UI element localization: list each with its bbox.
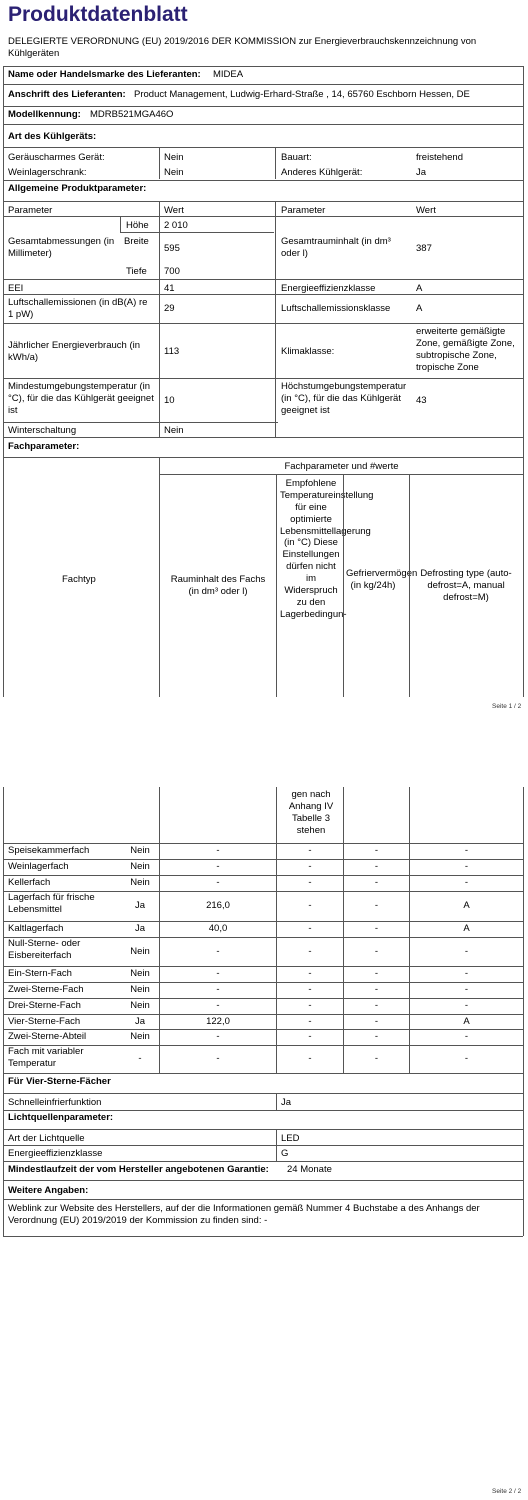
divider bbox=[3, 124, 523, 125]
min-temp-label: Mindestumgebungstemperatur (in °C), für die das Kühlgerät geeignet ist bbox=[8, 381, 154, 416]
compartment-freeze: - bbox=[374, 845, 379, 856]
compartment-freeze: - bbox=[374, 1053, 379, 1064]
col-volume: Rauminhalt des Fachs (in dm³ oder l) bbox=[170, 574, 266, 597]
eei-value: 41 bbox=[164, 283, 175, 294]
compartment-present: Nein bbox=[130, 968, 150, 979]
supplier-name-value: MIDEA bbox=[213, 69, 244, 80]
dims-label: Gesamtabmessungen (in Millimeter) bbox=[8, 236, 115, 259]
compartment-name: Fach mit variabler Temperatur bbox=[8, 1046, 84, 1069]
compartment-present: Ja bbox=[134, 900, 146, 911]
winter-label: Winterschaltung bbox=[8, 425, 77, 436]
compartment-freeze: - bbox=[374, 861, 379, 872]
energy-label: Jährlicher Energieverbrauch (in kWh/a) bbox=[8, 340, 141, 363]
supplier-address-value: Product Management, Ludwig-Erhard-Straße , 14, 65760 Eschborn Hessen, DE bbox=[134, 89, 470, 100]
compartment-freeze: - bbox=[374, 900, 379, 911]
compartment-defrost: - bbox=[464, 845, 469, 856]
compartment-defrost: - bbox=[464, 1000, 469, 1011]
col-value: Wert bbox=[164, 205, 184, 216]
compartment-defrost: - bbox=[464, 1031, 469, 1042]
compartment-freeze: - bbox=[374, 984, 379, 995]
noise-value: 29 bbox=[164, 303, 175, 314]
compartment-temp: - bbox=[308, 861, 312, 872]
noise-class-value: A bbox=[416, 303, 423, 314]
page-number: Seite 1 / 2 bbox=[492, 703, 522, 710]
more-text: Weblink zur Website des Herstellers, auf der die Informationen gemäß Nummer 4 Buchstabe a des Anhangs der Verordnung (EU) 2019/2019 der Kommission zu finden sind: - bbox=[8, 1203, 480, 1226]
compartment-present: Nein bbox=[130, 946, 150, 957]
compartment-present: Nein bbox=[130, 984, 150, 995]
divider bbox=[3, 66, 523, 67]
climate-value: erweiterte gemäßigte Zone, gemäßigte Zone, subtropische Zone, tropische Zone bbox=[416, 326, 515, 373]
eei-label: EEI bbox=[8, 283, 24, 294]
divider bbox=[3, 201, 523, 202]
appliance-label: Geräuscharmes Gerät: bbox=[8, 152, 105, 163]
compartment-defrost: A bbox=[463, 923, 470, 934]
more-heading: Weitere Angaben: bbox=[8, 1185, 89, 1196]
divider bbox=[3, 180, 523, 181]
compartment-present: Nein bbox=[130, 877, 150, 888]
compartments-heading: Fachparameter: bbox=[8, 441, 80, 452]
appliance-value: Nein bbox=[164, 152, 184, 163]
compartment-volume: - bbox=[216, 877, 220, 888]
compartment-freeze: - bbox=[374, 1000, 379, 1011]
compartment-present: Nein bbox=[130, 861, 150, 872]
compartment-name: Null-Sterne- oder Eisbereiterfach bbox=[8, 938, 81, 961]
compartment-volume: - bbox=[216, 968, 220, 979]
compartment-volume: - bbox=[216, 1000, 220, 1011]
compartment-freeze: - bbox=[374, 946, 379, 957]
eec-value: A bbox=[416, 283, 423, 294]
light-type-value: LED bbox=[281, 1133, 300, 1144]
col-freeze: Gefriervermögen (in kg/24h) bbox=[346, 568, 418, 591]
compartment-freeze: - bbox=[374, 923, 379, 934]
compartment-name: Lagerfach für frische Lebensmittel bbox=[8, 892, 95, 915]
compartment-defrost: - bbox=[464, 984, 469, 995]
col-temp-cont: gen nach Anhang IV Tabelle 3 stehen bbox=[288, 789, 334, 836]
compartment-temp: - bbox=[308, 1016, 312, 1027]
depth-label: Tiefe bbox=[126, 266, 147, 277]
compartment-freeze: - bbox=[374, 968, 379, 979]
energy-value: 113 bbox=[164, 346, 180, 357]
col-value: Wert bbox=[416, 205, 436, 216]
compartment-defrost: - bbox=[464, 861, 469, 872]
intro-text: DELEGIERTE VERORDNUNG (EU) 2019/2016 DER KOMMISSION zur Energieverbrauchskennzeichnung von Kühlgeräten bbox=[8, 36, 477, 59]
compartment-defrost: - bbox=[464, 1053, 469, 1064]
height-value: 2 010 bbox=[164, 220, 188, 231]
quick-freeze-value: Ja bbox=[281, 1097, 292, 1108]
compartment-name: Zwei-Sterne-Fach bbox=[8, 984, 84, 995]
light-type-label: Art der Lichtquelle bbox=[8, 1133, 85, 1144]
divider bbox=[3, 147, 523, 148]
col-temp: Empfohlene Temperatureinstellung für eine optimierte Lebensmittellagerung (in °C) Diese Einstellungen dürfen nicht im Widerspruch zu den Lagerbedingun- bbox=[280, 478, 374, 620]
appliance-label: Bauart: bbox=[281, 152, 312, 163]
compartment-temp: - bbox=[308, 923, 312, 934]
noise-label: Luftschallemissionen (in dB(A) re 1 pW) bbox=[8, 297, 148, 320]
compartment-name: Vier-Sterne-Fach bbox=[8, 1016, 81, 1027]
col-type: Fachtyp bbox=[62, 574, 96, 585]
compartment-temp: - bbox=[308, 946, 312, 957]
compartment-volume: 122,0 bbox=[206, 1016, 230, 1027]
height-label: Höhe bbox=[126, 220, 149, 231]
compartment-defrost: A bbox=[463, 1016, 470, 1027]
depth-value: 700 bbox=[164, 266, 180, 277]
compartment-temp: - bbox=[308, 845, 312, 856]
compartment-present: Nein bbox=[130, 1031, 150, 1042]
compartment-temp: - bbox=[308, 984, 312, 995]
compartment-temp: - bbox=[308, 900, 312, 911]
compartment-temp: - bbox=[308, 968, 312, 979]
compartment-present: Ja bbox=[134, 923, 146, 934]
compartment-name: Kaltlagerfach bbox=[8, 923, 64, 934]
compartment-name: Weinlagerfach bbox=[8, 861, 69, 872]
volume-label: Gesamtrauminhalt (in dm³ oder l) bbox=[281, 236, 391, 259]
max-temp-label: Höchstumgebungstemperatur (in °C), für die das Kühlgerät geeignet ist bbox=[281, 381, 407, 416]
appliance-value: freistehend bbox=[416, 152, 464, 163]
width-value: 595 bbox=[164, 243, 180, 254]
page-title: Produktdatenblatt bbox=[8, 3, 188, 26]
volume-value: 387 bbox=[416, 243, 432, 254]
model-id-label: Modellkennung: bbox=[8, 109, 81, 120]
compartment-present: Ja bbox=[134, 1016, 146, 1027]
light-class-label: Energieeffizienzklasse bbox=[8, 1148, 103, 1159]
eec-label: Energieeffizienzklasse bbox=[281, 283, 376, 294]
compartment-volume: - bbox=[216, 1031, 220, 1042]
compartment-volume: - bbox=[216, 984, 220, 995]
light-class-value: G bbox=[281, 1148, 289, 1159]
compartment-volume: 216,0 bbox=[206, 900, 230, 911]
compartment-temp: - bbox=[308, 1031, 312, 1042]
col-parameter: Parameter bbox=[281, 205, 326, 216]
compartment-name: Speisekammerfach bbox=[8, 845, 90, 856]
compartment-temp: - bbox=[308, 1053, 312, 1064]
climate-label: Klimaklasse: bbox=[281, 346, 335, 357]
compartment-volume: - bbox=[216, 861, 220, 872]
page-number: Seite 2 / 2 bbox=[492, 1488, 522, 1495]
warranty-value: 24 Monate bbox=[287, 1164, 332, 1175]
divider bbox=[3, 106, 523, 107]
compartment-volume: - bbox=[216, 946, 220, 957]
compartment-name: Zwei-Sterne-Abteil bbox=[8, 1031, 87, 1042]
compartment-name: Ein-Stern-Fach bbox=[8, 968, 72, 979]
compartment-defrost: A bbox=[463, 900, 470, 911]
width-label: Breite bbox=[124, 236, 149, 247]
compartment-name: Drei-Sterne-Fach bbox=[8, 1000, 81, 1011]
appliance-type-heading: Art des Kühlgeräts: bbox=[8, 131, 97, 142]
compartment-volume: - bbox=[216, 845, 220, 856]
compartment-freeze: - bbox=[374, 1031, 379, 1042]
compartment-volume: - bbox=[216, 1053, 220, 1064]
compartment-defrost: - bbox=[464, 946, 469, 957]
winter-value: Nein bbox=[164, 425, 184, 436]
warranty-label: Mindestlaufzeit der vom Hersteller angebotenen Garantie: bbox=[8, 1164, 269, 1175]
compartment-defrost: - bbox=[464, 877, 469, 888]
divider bbox=[3, 84, 523, 85]
compartment-name: Kellerfach bbox=[8, 877, 51, 888]
appliance-label: Anderes Kühlgerät: bbox=[281, 167, 363, 178]
appliance-label: Weinlagerschrank: bbox=[8, 167, 87, 178]
compartment-present: - bbox=[138, 1053, 142, 1064]
noise-class-label: Luftschallemissionsklasse bbox=[281, 303, 391, 314]
compartment-present: Nein bbox=[130, 845, 150, 856]
compartment-present: Nein bbox=[130, 1000, 150, 1011]
max-temp-value: 43 bbox=[416, 395, 427, 406]
model-id-value: MDRB521MGA46O bbox=[90, 109, 174, 120]
general-heading: Allgemeine Produktparameter: bbox=[8, 183, 147, 194]
compartment-defrost: - bbox=[464, 968, 469, 979]
supplier-name-label: Name oder Handelsmarke des Lieferanten: bbox=[8, 69, 201, 80]
col-parameter: Parameter bbox=[8, 205, 53, 216]
compartment-temp: - bbox=[308, 877, 312, 888]
appliance-value: Ja bbox=[416, 167, 427, 178]
compartment-freeze: - bbox=[374, 877, 379, 888]
group-header: Fachparameter und #werte bbox=[284, 461, 399, 472]
min-temp-value: 10 bbox=[164, 395, 175, 406]
compartment-temp: - bbox=[308, 1000, 312, 1011]
quick-freeze-label: Schnelleinfrierfunktion bbox=[8, 1097, 102, 1108]
light-heading: Lichtquellenparameter: bbox=[8, 1112, 114, 1123]
compartment-freeze: - bbox=[374, 1016, 379, 1027]
four-star-heading: Für Vier-Sterne-Fächer bbox=[8, 1076, 111, 1087]
col-defrost: Defrosting type (auto-defrost=A, manual defrost=M) bbox=[420, 568, 512, 603]
compartment-volume: 40,0 bbox=[208, 923, 228, 934]
supplier-address-label: Anschrift des Lieferanten: bbox=[8, 89, 126, 100]
appliance-value: Nein bbox=[164, 167, 184, 178]
